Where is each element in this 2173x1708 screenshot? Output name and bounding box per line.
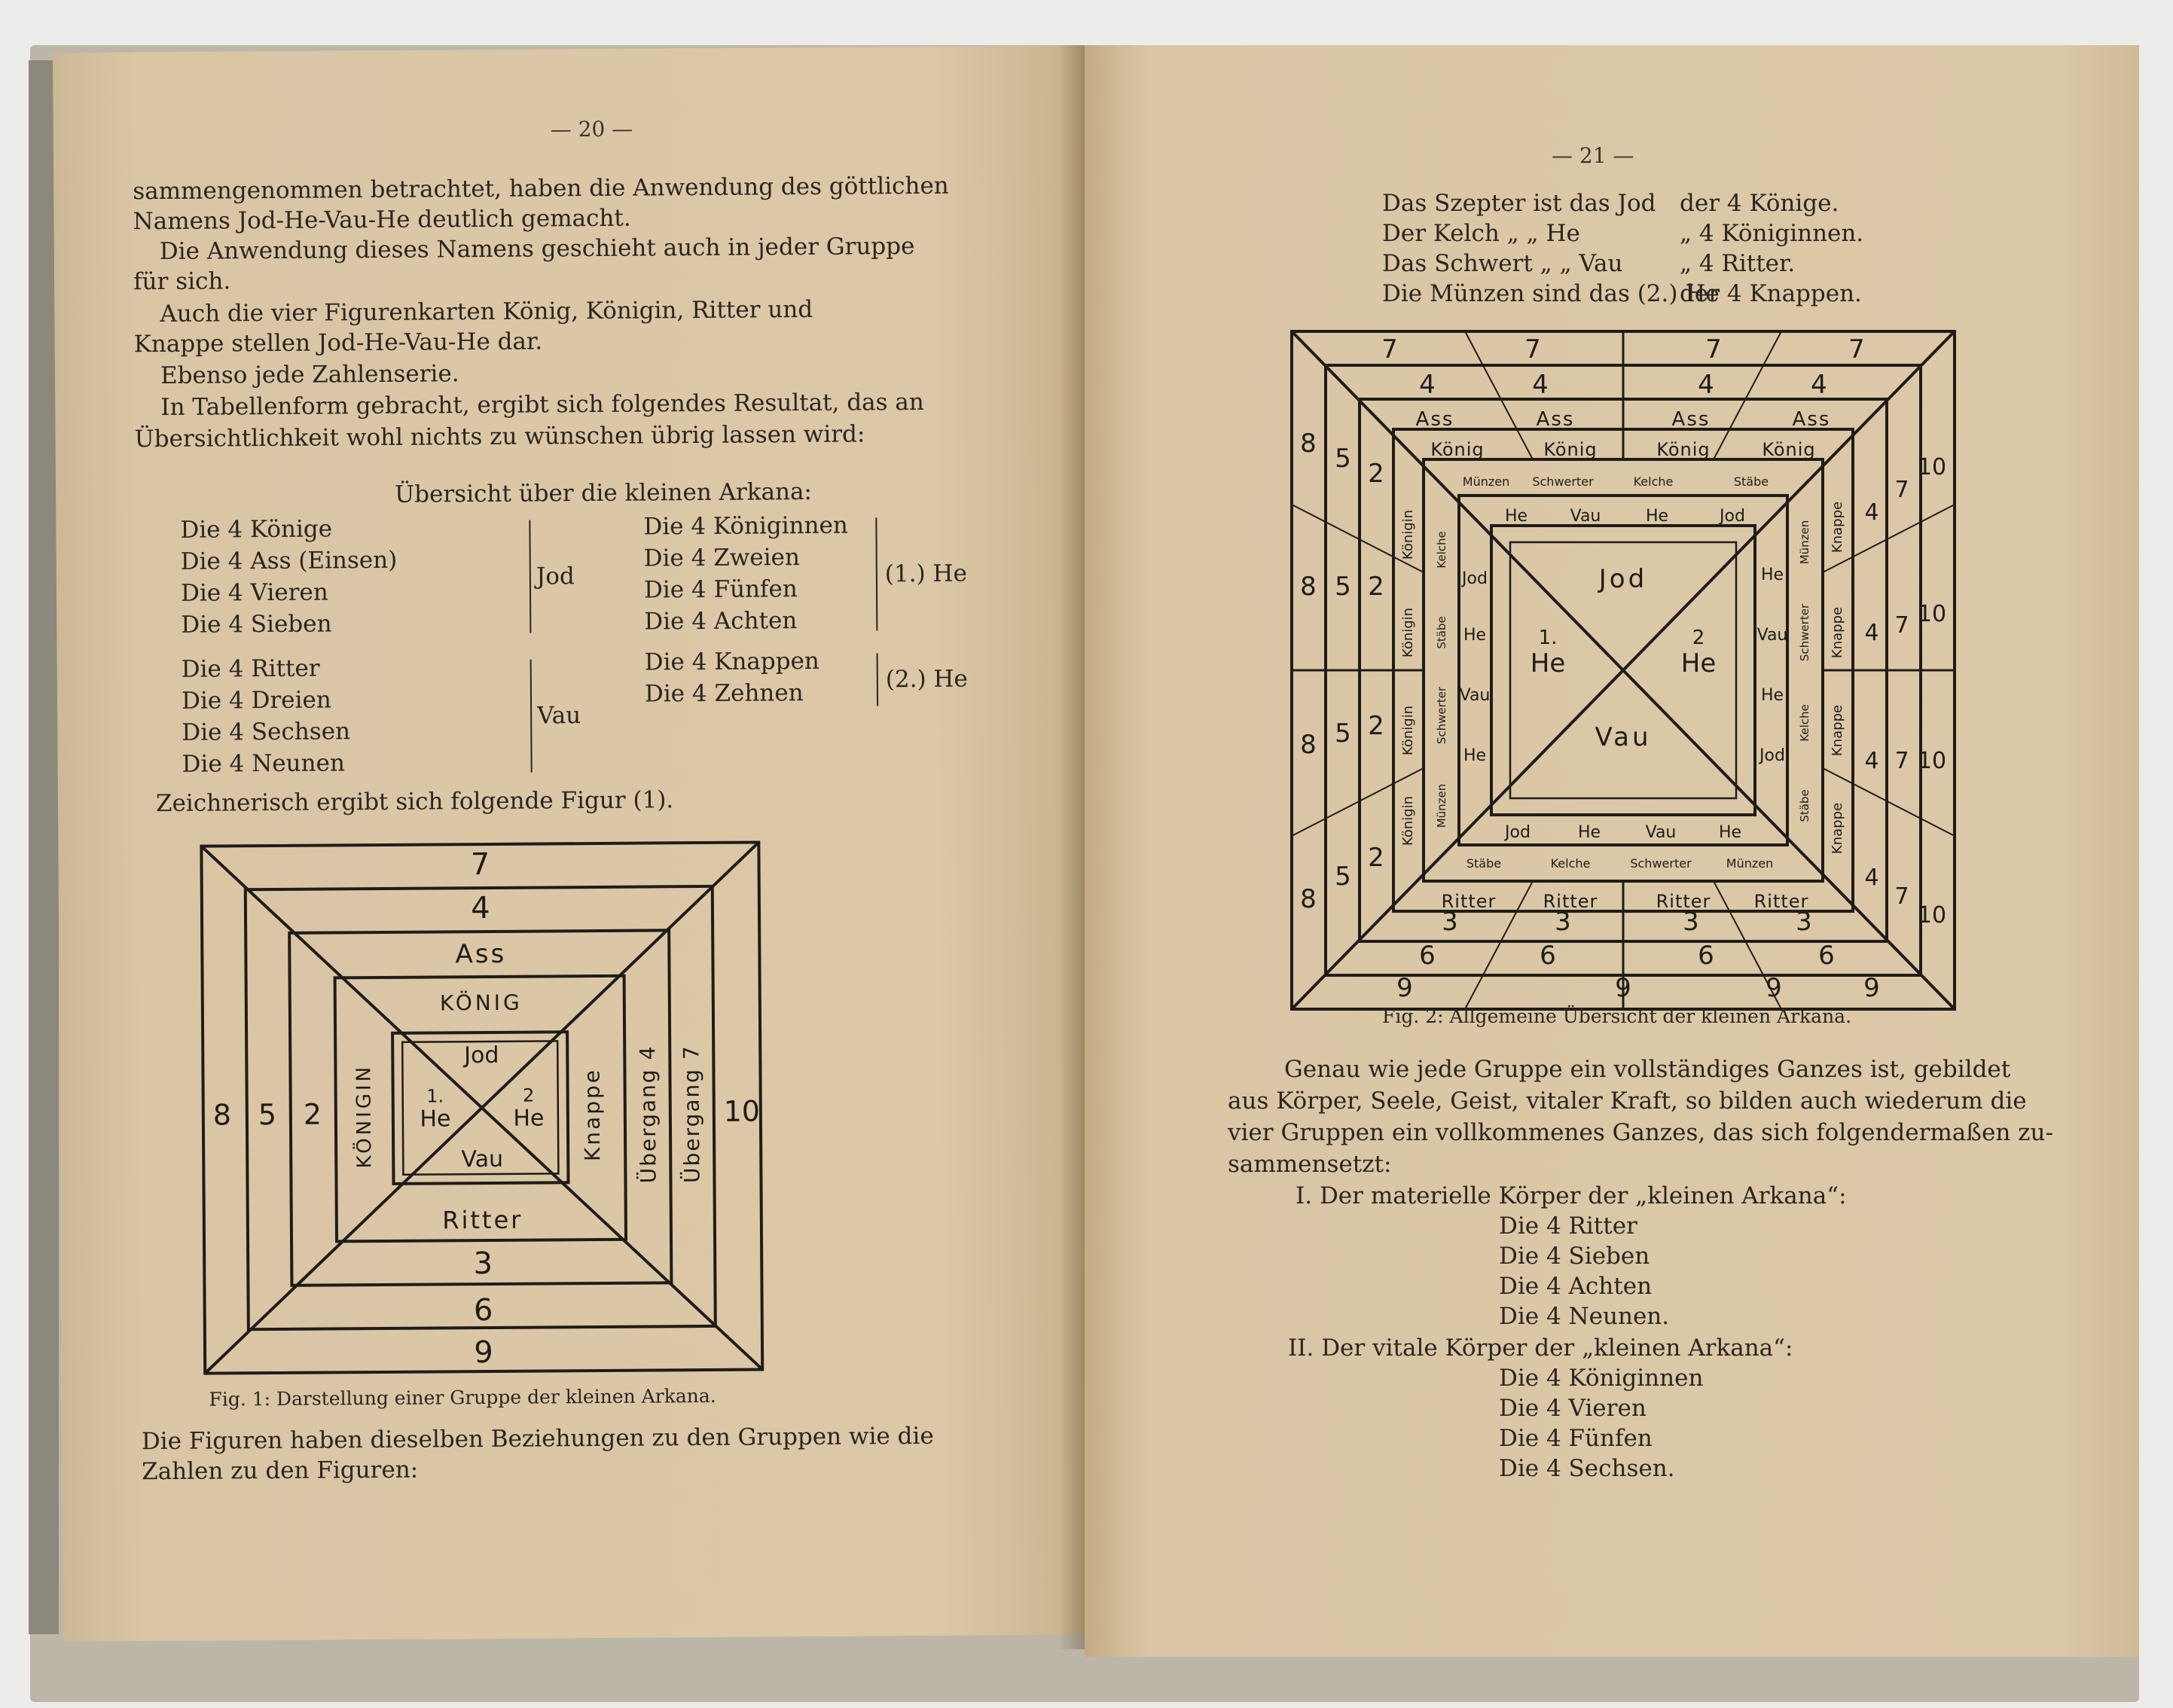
fig2-row3-3: 3 — [1683, 907, 1699, 937]
fig2-he-top-4: Jod — [1720, 507, 1745, 526]
text-line: sammensetzt: — [1228, 1151, 1392, 1178]
table-entry: Die 4 Ass (Einsen) — [180, 546, 398, 575]
fig2-he-bottom-3: Vau — [1645, 823, 1677, 842]
text-line: „ 4 Königinnen. — [1680, 220, 1864, 247]
fig2-he-bottom-1: Jod — [1505, 823, 1531, 842]
fig2-he-top-1: He — [1504, 507, 1528, 526]
fig2-ritter-2: Ritter — [1543, 891, 1598, 912]
fig2-right-10b: 10 — [1917, 601, 1947, 627]
figure-1-drawing — [194, 834, 770, 1380]
table-entry: Die 4 Zehnen — [644, 679, 804, 708]
fig2-queen-left-4: Königin — [1400, 795, 1416, 846]
text-line: für sich. — [133, 267, 231, 296]
fig2-suit-right-3: Kelche — [1798, 704, 1811, 742]
fig2-center-he1: He — [1530, 648, 1566, 679]
fig2-he-right-3: He — [1760, 686, 1784, 705]
fig1-left-5: 5 — [258, 1097, 277, 1132]
fig2-row7-3: 7 — [1705, 334, 1722, 364]
table-entry: Die 4 Königinnen — [643, 511, 848, 541]
table-entry: Die 4 Neunen — [182, 749, 345, 778]
table-entry: Die 4 Zweien — [643, 544, 801, 572]
fig2-row9-3: 9 — [1766, 973, 1782, 1003]
fig2-ritter-4: Ritter — [1753, 891, 1809, 912]
fig2-right-7c: 7 — [1894, 748, 1909, 774]
fig2-ritter-1: Ritter — [1441, 891, 1497, 912]
list-item: Die 4 Ritter — [1499, 1212, 1637, 1240]
fig2-row7-2: 7 — [1524, 334, 1541, 364]
text-line: Knappe stellen Jod-He-Vau-He dar. — [133, 328, 543, 358]
fig2-koenig-4: König — [1762, 439, 1816, 460]
fig1-center-he1: He — [420, 1106, 451, 1133]
text-line: Ebenso jede Zahlenserie. — [160, 360, 459, 390]
fig1-right-uebergang7: Übergang 7 — [679, 1045, 705, 1184]
fig2-ritter-3: Ritter — [1656, 891, 1711, 912]
fig2-suit-bottom-2: Kelche — [1550, 856, 1591, 871]
fig2-suit-left-1: Kelche — [1435, 531, 1448, 569]
fig2-row6-1: 6 — [1419, 941, 1436, 971]
section-2-title: II. Der vitale Körper der „kleinen Arkana“: — [1288, 1334, 1793, 1362]
fig2-row3-4: 3 — [1796, 907, 1812, 937]
table-entry: Die 4 Sieben — [181, 610, 332, 639]
figure-1-caption: Fig. 1: Darstellung einer Gruppe der kleinen Arkana. — [209, 1384, 716, 1411]
table-entry: Die 4 Achten — [644, 607, 798, 636]
section-1-title: I. Der materielle Körper der „kleinen Arkana“: — [1296, 1182, 1847, 1209]
fig2-suit-bottom-1: Stäbe — [1466, 856, 1502, 871]
right-page — [1085, 45, 2139, 1657]
fig2-he-right-1: He — [1760, 566, 1784, 584]
fig2-left-5a: 5 — [1335, 444, 1351, 474]
fig2-right-10a: 10 — [1917, 454, 1947, 480]
figure-2-caption: Fig. 2: Allgemeine Übersicht der kleinen Arkana. — [1382, 1005, 1852, 1027]
fig1-top-7: 7 — [470, 846, 490, 883]
fig2-left-8b: 8 — [1300, 572, 1317, 602]
text-line: Übersichtlichkeit wohl nichts zu wünschen übrig lassen wird: — [134, 420, 865, 453]
fig2-he-bottom-2: He — [1577, 823, 1601, 842]
table-entry: Die 4 Fünfen — [643, 575, 798, 604]
fig2-suit-right-4: Stäbe — [1798, 789, 1811, 822]
fig1-left-8: 8 — [212, 1098, 232, 1132]
fig2-he-right-2: Vau — [1756, 626, 1788, 645]
text-line: Die Münzen sind das (2.) He — [1382, 280, 1720, 307]
fig2-right-4b: 4 — [1864, 620, 1879, 646]
brace — [523, 520, 531, 633]
fig2-left-8c: 8 — [1300, 730, 1317, 760]
fig2-right-4a: 4 — [1864, 499, 1879, 526]
fig2-queen-left-1: Königin — [1400, 509, 1416, 560]
table-entry: Die 4 Vieren — [180, 578, 328, 607]
fig2-row6-4: 6 — [1818, 941, 1835, 971]
fig2-suit-right-1: Münzen — [1798, 520, 1811, 565]
fig2-he-right-4: Jod — [1759, 746, 1785, 765]
fig2-left-2d: 2 — [1368, 843, 1384, 873]
fig2-koenig-2: König — [1543, 439, 1598, 460]
fig1-top-koenig: KÖNIG — [439, 990, 523, 1016]
brace — [869, 517, 877, 630]
fig2-right-4d: 4 — [1864, 865, 1879, 891]
fig2-he-left-1: Jod — [1462, 569, 1488, 588]
fig2-left-5b: 5 — [1335, 572, 1351, 602]
fig1-center-1: 1. — [426, 1085, 444, 1107]
figure-2 — [1284, 324, 1962, 1057]
list-item: Die 4 Sieben — [1499, 1243, 1650, 1270]
text-line: sammengenommen betrachtet, haben die Anwendung des göttlichen — [133, 172, 949, 206]
fig2-suit-bottom-3: Schwerter — [1630, 856, 1692, 871]
fig2-suit-top-2: Schwerter — [1532, 474, 1594, 489]
figure-1 — [194, 834, 770, 1383]
fig2-left-8a: 8 — [1300, 429, 1317, 459]
fig2-row4-3: 4 — [1698, 370, 1714, 400]
fig1-center-he2: He — [513, 1105, 545, 1132]
fig1-left-koenigin: KÖNIGIN — [353, 1063, 377, 1169]
fig2-center-he2: He — [1680, 648, 1717, 679]
fig1-right-10: 10 — [723, 1094, 761, 1128]
table-title: Übersicht über die kleinen Arkana: — [394, 477, 813, 508]
fig2-he-top-2: Vau — [1570, 507, 1601, 526]
text-line: aus Körper, Seele, Geist, vitaler Kraft, so bilden auch wiederum die — [1228, 1087, 2027, 1115]
text-line: Die Figuren haben dieselben Beziehungen zu den Gruppen wie die — [141, 1422, 934, 1456]
text-line: Zahlen zu den Figuren: — [142, 1456, 419, 1486]
fig1-left-2: 2 — [303, 1097, 322, 1131]
text-line: Der Kelch „ „ He — [1382, 220, 1580, 247]
fig2-row4-1: 4 — [1419, 370, 1436, 400]
fig2-he-left-2: He — [1463, 626, 1487, 645]
fig2-row9-1: 9 — [1396, 973, 1413, 1003]
group-label: Jod — [536, 563, 575, 590]
table-entry: Die 4 Knappen — [644, 647, 819, 676]
fig1-center-vau: Vau — [461, 1145, 504, 1173]
fig1-bottom-9: 9 — [474, 1334, 493, 1371]
fig2-suit-bottom-4: Münzen — [1726, 856, 1774, 871]
fig2-row6-2: 6 — [1540, 941, 1556, 971]
text-line: Auch die vier Figurenkarten König, Königin, Ritter und — [160, 295, 813, 328]
brace — [871, 653, 878, 706]
group-label: (1.) He — [884, 560, 967, 588]
fig2-he-bottom-4: He — [1718, 823, 1742, 842]
text-line: der 4 Könige. — [1680, 190, 1839, 217]
fig2-knappe-right-3: Knappe — [1830, 704, 1845, 757]
group-label: (2.) He — [885, 665, 968, 694]
fig2-left-5c: 5 — [1335, 718, 1351, 749]
figure-2-drawing — [1284, 324, 1962, 1054]
fig2-knappe-right-4: Knappe — [1830, 802, 1845, 855]
fig2-center-jod: Jod — [1598, 564, 1648, 594]
list-item: Die 4 Sechsen. — [1499, 1455, 1675, 1482]
fig2-ass-2: Ass — [1536, 408, 1575, 431]
fig2-suit-top-3: Kelche — [1633, 474, 1674, 489]
fig2-suit-left-3: Schwerter — [1435, 686, 1448, 745]
fig1-bottom-3: 3 — [473, 1246, 493, 1282]
table-entry: Die 4 Ritter — [181, 654, 320, 683]
table-entry: Die 4 Sechsen — [182, 718, 351, 746]
fig1-bottom-ritter: Ritter — [442, 1205, 523, 1235]
fig2-ass-4: Ass — [1792, 408, 1831, 431]
fig2-row7-4: 7 — [1848, 334, 1865, 364]
fig2-left-8d: 8 — [1300, 884, 1317, 914]
group-label: Vau — [537, 702, 581, 730]
fig2-he-top-3: He — [1645, 507, 1669, 526]
page-number: — 21 — — [1552, 143, 1634, 168]
list-item: Die 4 Achten — [1499, 1273, 1653, 1300]
fig2-right-7b: 7 — [1894, 612, 1909, 639]
fig2-right-7d: 7 — [1894, 883, 1909, 910]
fig2-suit-left-2: Stäbe — [1435, 616, 1448, 649]
list-item: Die 4 Fünfen — [1499, 1425, 1653, 1452]
fig2-row6-3: 6 — [1698, 941, 1714, 971]
fig2-queen-left-2: Königin — [1400, 607, 1416, 658]
fig2-right-4c: 4 — [1864, 748, 1879, 774]
fig1-right-knappe: Knappe — [579, 1067, 606, 1162]
text-line: Genau wie jede Gruppe ein vollständiges Ganzes ist, gebildet — [1284, 1056, 2011, 1083]
fig2-koenig-3: König — [1656, 439, 1711, 460]
fig2-row4-2: 4 — [1532, 370, 1549, 400]
fig1-top-4: 4 — [471, 890, 490, 926]
fig2-row3-2: 3 — [1555, 907, 1571, 937]
text-line: Die Anwendung dieses Namens geschieht auch in jeder Gruppe — [159, 233, 915, 266]
fig2-suit-left-4: Münzen — [1435, 783, 1448, 828]
table-entry: Die 4 Könige — [180, 515, 333, 544]
fig2-suit-top-1: Münzen — [1462, 474, 1510, 489]
fig2-row3-1: 3 — [1442, 907, 1458, 937]
text-line: Das Schwert „ „ Vau — [1382, 250, 1623, 277]
text-line: der 4 Knappen. — [1680, 280, 1862, 307]
fig2-ass-3: Ass — [1671, 408, 1711, 431]
brace — [524, 660, 533, 773]
fig2-knappe-right-1: Knappe — [1830, 501, 1845, 554]
figure-intro: Zeichnerisch ergibt sich folgende Figur (1). — [155, 786, 674, 818]
left-page — [53, 45, 1096, 1642]
fig2-ass-1: Ass — [1415, 408, 1454, 431]
table-entry: Die 4 Dreien — [181, 686, 331, 715]
list-item: Die 4 Königinnen — [1499, 1365, 1704, 1392]
fig2-knappe-right-2: Knappe — [1830, 606, 1845, 659]
fig2-row7-1: 7 — [1381, 334, 1398, 364]
fig2-he-left-3: Vau — [1459, 686, 1491, 705]
fig2-left-5d: 5 — [1335, 862, 1351, 892]
list-item: Die 4 Vieren — [1499, 1395, 1647, 1422]
fig2-left-2a: 2 — [1368, 459, 1384, 489]
text-line: vier Gruppen ein vollkommenes Ganzes, das sich folgendermaßen zu- — [1228, 1119, 2053, 1146]
fig2-suit-right-2: Schwerter — [1798, 603, 1811, 662]
fig1-bottom-6: 6 — [473, 1292, 493, 1328]
fig2-left-2c: 2 — [1368, 711, 1384, 741]
fig1-center-2: 2 — [522, 1084, 535, 1106]
text-line: „ 4 Ritter. — [1680, 250, 1796, 277]
fig2-center-1: 1. — [1538, 627, 1558, 649]
fig2-left-2b: 2 — [1368, 572, 1384, 602]
page-number: — 20 — — [550, 116, 633, 142]
fig2-right-7a: 7 — [1894, 477, 1909, 503]
fig2-queen-left-3: Königin — [1400, 705, 1416, 756]
fig2-he-left-4: He — [1463, 746, 1487, 765]
fig2-suit-top-4: Stäbe — [1733, 474, 1769, 489]
fig2-row4-4: 4 — [1811, 370, 1827, 400]
fig2-center-vau: Vau — [1595, 722, 1652, 752]
fig2-row9-2: 9 — [1615, 973, 1631, 1003]
text-line: Das Szepter ist das Jod — [1382, 190, 1656, 217]
text-line: Namens Jod-He-Vau-He deutlich gemacht. — [133, 204, 631, 236]
fig2-right-10d: 10 — [1917, 902, 1947, 929]
text-line: In Tabellenform gebracht, ergibt sich folgendes Resultat, das an — [160, 388, 924, 422]
fig2-row9-4: 9 — [1863, 973, 1880, 1003]
fig2-center-2: 2 — [1692, 627, 1705, 649]
fig1-center-jod: Jod — [464, 1042, 499, 1069]
fig1-right-uebergang4: Übergang 4 — [635, 1045, 661, 1184]
fig2-right-10c: 10 — [1917, 748, 1947, 774]
fig2-koenig-1: König — [1430, 439, 1485, 460]
fig1-top-ass: Ass — [455, 938, 507, 970]
list-item: Die 4 Neunen. — [1499, 1303, 1670, 1330]
